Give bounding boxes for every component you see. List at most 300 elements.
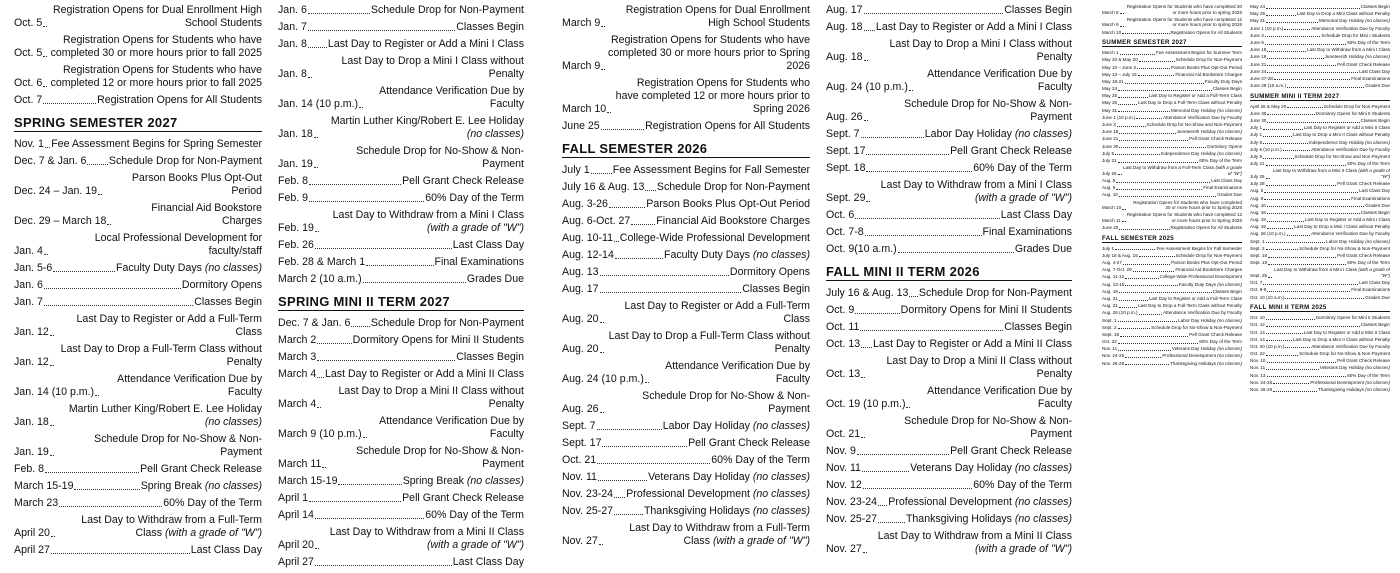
- calendar-entry: [826, 445, 1072, 458]
- dot-leader: [315, 548, 319, 549]
- entry-event: [1361, 210, 1390, 216]
- dot-leader: [1125, 364, 1169, 365]
- entry-event-text: Last Day to Drop a Mini II Class without Penalty: [886, 355, 1072, 380]
- entry-date: March 8: [1102, 9, 1119, 15]
- entry-event: [112, 202, 262, 228]
- entry-date: Oct. 9: [826, 304, 855, 316]
- entry-date: Feb. 8: [278, 175, 309, 187]
- dot-leader: [615, 258, 663, 259]
- entry-date: March 10: [1102, 29, 1122, 35]
- calendar-entry: [826, 38, 1072, 64]
- entry-event: [1361, 4, 1390, 10]
- entry-event: [1199, 158, 1242, 164]
- calendar-entry: [826, 496, 1072, 509]
- dot-leader: [309, 501, 401, 502]
- dot-leader: [359, 107, 363, 108]
- entry-event: [648, 471, 810, 484]
- entry-event-text: Attendance Verification Due by Faculty: [1311, 231, 1390, 237]
- entry-event-text: Pell Grant Check Release: [402, 492, 524, 504]
- dot-leader: [866, 201, 870, 202]
- dot-leader: [614, 514, 643, 515]
- entry-event-text: Juneteenth Holiday: [1176, 129, 1216, 135]
- calendar-entry: [1250, 210, 1390, 216]
- calendar-entry: [1102, 192, 1242, 198]
- entry-event: [950, 445, 1072, 458]
- entry-date: July 16 & Aug. 13: [562, 181, 645, 193]
- entry-date: May 24: [1102, 86, 1118, 92]
- calendar-column-5: [1102, 4, 1242, 368]
- entry-event: [1179, 282, 1242, 288]
- calendar-entry: [1250, 380, 1390, 386]
- calendar-entry: [1250, 54, 1390, 60]
- calendar-entry: [826, 98, 1072, 124]
- dot-leader: [1267, 362, 1337, 363]
- dot-leader: [1136, 118, 1162, 119]
- entry-list: [1250, 210, 1390, 300]
- entry-date: Nov. 13: [1250, 372, 1266, 378]
- entry-event: [869, 38, 1072, 64]
- entry-date: Oct. 7: [14, 94, 43, 106]
- entry-event-text: Pell Grant Check Release: [1189, 136, 1242, 142]
- calendar-entry: [278, 385, 524, 411]
- entry-date: Oct. 8-9: [1250, 287, 1267, 293]
- dot-leader: [855, 218, 999, 219]
- entry-event: [1297, 11, 1390, 17]
- entry-event-text: Dormitory Opens: [729, 266, 810, 278]
- dot-leader: [601, 129, 644, 130]
- entry-event-text: Martin Luther King/Robert E. Lee Holiday: [68, 403, 262, 415]
- entry-event: [48, 34, 262, 60]
- calendar-entry: [1250, 47, 1390, 53]
- entry-date: Jan. 14 (10 p.m.): [14, 386, 95, 398]
- entry-event: [1217, 192, 1242, 198]
- entry-note: (no classes): [1365, 238, 1390, 244]
- entry-date: March 4: [278, 398, 317, 410]
- entry-event: [1316, 111, 1390, 117]
- dot-leader: [1268, 264, 1346, 265]
- entry-event: [467, 273, 524, 286]
- calendar-entry: [14, 34, 262, 60]
- entry-note: (no classes): [1217, 360, 1242, 366]
- entry-event: [313, 55, 524, 81]
- entry-date: Aug. 5: [1102, 177, 1116, 183]
- entry-event: [1326, 239, 1390, 245]
- entry-note: (no classes): [1014, 462, 1072, 474]
- entry-event-text: Last Class Day: [1359, 188, 1390, 194]
- calendar-entry: [562, 300, 810, 326]
- entry-date: Aug. 17: [826, 4, 863, 16]
- dot-leader: [1267, 213, 1360, 214]
- entry-event-text: Fee Assessment Begins for Summer Term: [1156, 50, 1242, 56]
- dot-leader: [1120, 26, 1124, 27]
- entry-event: [1004, 4, 1072, 17]
- calendar-entry: [1102, 225, 1242, 231]
- entry-event: [868, 530, 1072, 556]
- entry-event: [325, 368, 524, 381]
- entry-date: Oct. 21: [826, 428, 861, 440]
- dot-leader: [864, 13, 1004, 14]
- calendar-entry: [14, 64, 262, 90]
- entry-event-text: Last Day to Register or Add a Mini II Class: [1303, 125, 1390, 131]
- entry-event: [322, 385, 524, 411]
- dot-leader: [1267, 221, 1304, 222]
- entry-event: [605, 330, 810, 356]
- entry-event-text: Attendance Verification Due by Faculty: [117, 373, 262, 398]
- entry-event-text: Faculty Duty Days: [1178, 281, 1216, 287]
- entry-date: Aug. 20: [562, 343, 599, 355]
- entry-date: July 1: [1102, 245, 1115, 251]
- calendar-entry: [14, 313, 262, 339]
- dot-leader: [597, 463, 710, 464]
- calendar-entry: [1250, 344, 1390, 350]
- entry-date: June 1 (10 p.m.): [1102, 114, 1136, 120]
- entry-event: [453, 239, 524, 252]
- entry-date: Aug. 13-15: [1102, 281, 1125, 287]
- calendar-entry: [1102, 57, 1242, 63]
- entry-date: Dec. 7 & Jan. 6: [278, 317, 351, 329]
- entry-event-text: Memorial Day Holiday: [1319, 18, 1364, 24]
- entry-event-text: Spring Break: [140, 480, 202, 492]
- entry-date: Oct. 6: [826, 209, 855, 221]
- entry-event: [1177, 129, 1242, 135]
- calendar-entry: [562, 232, 810, 245]
- calendar-entry: [14, 480, 262, 493]
- entry-date: Aug. 26 (10 p.m.): [1102, 310, 1138, 316]
- calendar-entry: [1250, 104, 1390, 110]
- dot-leader: [1267, 206, 1364, 207]
- dot-leader: [1118, 104, 1137, 105]
- dot-leader: [600, 412, 604, 413]
- entry-date: Sept. 7: [826, 128, 860, 140]
- entry-event-text: Professional Development: [888, 496, 1012, 508]
- entry-date: Sept. 29: [826, 192, 866, 204]
- dot-leader: [1267, 51, 1306, 52]
- dot-leader: [308, 13, 370, 14]
- calendar-entry: [1102, 353, 1242, 359]
- dot-leader: [351, 326, 369, 327]
- dot-leader: [1117, 126, 1146, 127]
- entry-event-text: Schedule Drop for No-Show & Non-Payment: [1299, 351, 1390, 357]
- entry-event-text: Registration Opens for Students who have completed 30 or more hours prior to fall 2025: [50, 34, 262, 59]
- calendar-entry: [562, 120, 810, 133]
- entry-event: [1127, 212, 1242, 223]
- dot-leader: [1118, 174, 1122, 175]
- calendar-entry: [278, 175, 524, 188]
- entry-event-text: Last Day to Drop a Mini I Class without Penalty: [1294, 224, 1390, 230]
- calendar-entry: [14, 463, 262, 476]
- entry-note: (no classes): [466, 475, 524, 487]
- entry-event-text: 60% Day of the Term: [1347, 39, 1390, 45]
- entry-event-text: College-Wide Professional Development: [1159, 274, 1242, 280]
- entry-note: (no classes): [1217, 150, 1242, 156]
- section-heading: FALL SEMESTER 2026: [562, 141, 810, 158]
- entry-event-text: Last Class Day: [452, 239, 524, 251]
- calendar-entry: [826, 145, 1072, 158]
- dot-leader: [866, 171, 972, 172]
- entry-event-text: Registration Opens for Students who have completed 12 or more hours prior to Spring 2026: [615, 77, 810, 115]
- calendar-entry: [1250, 181, 1390, 187]
- entry-event: [319, 145, 524, 171]
- entry-note: (no classes): [1217, 129, 1242, 135]
- spring-mini-ii-list: [278, 317, 524, 569]
- calendar-entry: [14, 94, 262, 107]
- entry-event-text: Classes Begin: [194, 296, 262, 308]
- dot-leader: [317, 343, 351, 344]
- calendar-entry: [826, 530, 1072, 556]
- dot-leader: [1118, 111, 1170, 112]
- entry-note: (no classes): [752, 488, 810, 500]
- calendar-entry: [14, 544, 262, 557]
- entry-date: Oct. 12: [1250, 322, 1265, 328]
- entry-event-text: Registration Opens for Students who have completed 12 or more hours prior to fall 2025: [50, 64, 262, 89]
- calendar-entry: [1102, 100, 1242, 106]
- entry-event-text: Last Day to Withdraw from a Mini II Class: [1272, 168, 1358, 174]
- entry-date: Aug. 10: [1250, 202, 1266, 208]
- dot-leader: [50, 425, 54, 426]
- entry-event: [1311, 344, 1390, 350]
- calendar-entry: [1250, 140, 1390, 146]
- entry-event-text: Independence Day Holiday: [1160, 150, 1216, 156]
- dot-leader: [98, 194, 102, 195]
- entry-event-text: Schedule Drop for No-Show & Non-Payment: [1151, 324, 1242, 330]
- entry-event-text: Registration Opens for All Students: [97, 94, 262, 106]
- entry-event: [742, 283, 810, 296]
- dot-leader: [1274, 79, 1350, 80]
- dot-leader: [1267, 72, 1358, 73]
- entry-event-text: Registration Opens for Dual Enrollment High School Students: [625, 4, 810, 29]
- dot-leader: [600, 352, 604, 353]
- entry-event-text: Veterans Day Holiday: [1171, 346, 1216, 352]
- calendar-entry: [562, 454, 810, 467]
- calendar-entry: [826, 162, 1072, 175]
- dot-leader: [317, 377, 324, 378]
- calendar-entry: [826, 513, 1072, 526]
- dot-leader: [864, 60, 868, 61]
- dot-leader: [43, 26, 47, 27]
- entry-event: [866, 355, 1072, 381]
- entry-date: Jan. 6: [14, 279, 43, 291]
- entry-event-text: 60% Day of the Term: [425, 509, 524, 521]
- entry-date: Sept. 1: [1102, 317, 1117, 323]
- entry-date: Nov. 11: [562, 471, 597, 483]
- entry-event-text: Attendance Verification Due by Faculty: [927, 68, 1072, 93]
- entry-event-text: Last Class Day: [190, 544, 262, 556]
- calendar-entry: [14, 514, 262, 540]
- entry-date: Oct. 10 (10 a.m.): [1250, 294, 1285, 300]
- calendar-entry: [14, 373, 262, 399]
- entry-event: [141, 480, 262, 493]
- entry-event: [453, 556, 524, 569]
- dot-leader: [50, 365, 54, 366]
- calendar-entry: [1102, 282, 1242, 288]
- entry-note: (with a grade of "W"): [712, 535, 810, 547]
- entry-event: [1299, 246, 1390, 252]
- calendar-entry: [278, 368, 524, 381]
- entry-event: [1361, 322, 1390, 328]
- entry-event-text: Schedule Drop for No-Show & Non-Payment: [356, 445, 524, 470]
- entry-event: [663, 420, 810, 433]
- entry-event: [1176, 57, 1242, 63]
- calendar-entry: [1102, 200, 1242, 211]
- dot-leader: [1266, 15, 1296, 16]
- dot-leader: [50, 335, 54, 336]
- calendar-entry: [1102, 4, 1242, 15]
- entry-date: Aug. 9: [1250, 195, 1264, 201]
- entry-date: Nov. 25-27: [562, 505, 614, 517]
- entry-date: Oct. 13: [826, 368, 861, 380]
- entry-event: [901, 304, 1072, 317]
- entry-event: [1309, 140, 1390, 146]
- entry-event-text: Schedule Drop for Non-Payment: [370, 317, 524, 329]
- entry-event: [1337, 62, 1390, 68]
- entry-event: [182, 279, 262, 292]
- entry-event: [1127, 200, 1242, 211]
- entry-event-text: Last Day to Withdraw from a Mini II Class: [877, 530, 1072, 542]
- calendar-entry: [278, 415, 524, 441]
- calendar-entry: [1250, 188, 1390, 194]
- calendar-entry: [562, 181, 810, 194]
- dot-leader: [1125, 357, 1161, 358]
- calendar-entry: [1250, 132, 1390, 138]
- entry-event: [55, 343, 262, 369]
- entry-date: Oct. 7-8: [826, 226, 864, 238]
- entry-date: Aug. 19: [1250, 217, 1266, 223]
- entry-event: [1299, 351, 1390, 357]
- entry-date: Aug. 9: [1102, 185, 1116, 191]
- calendar-entry: [1102, 212, 1242, 223]
- entry-note: (with a grade of "W"): [164, 527, 262, 539]
- entry-date: Oct. 6: [14, 77, 43, 89]
- calendar-entry: [1250, 76, 1390, 82]
- entry-event-text: Registration Opens for Dual Enrollment High School Students: [52, 4, 262, 29]
- entry-date: Jan. 6: [278, 4, 307, 16]
- entry-date: Aug. 4-27: [1102, 260, 1122, 266]
- entry-date: Aug. 26 (10 p.m.): [1250, 231, 1286, 237]
- dot-leader: [600, 322, 604, 323]
- entry-date: June 9: [1250, 39, 1264, 45]
- entry-note: (no classes): [752, 420, 810, 432]
- entry-event: [1295, 154, 1391, 160]
- entry-event: [871, 179, 1072, 205]
- dot-leader: [1285, 347, 1310, 348]
- entry-event-text: Classes Begin: [1212, 86, 1242, 92]
- entry-event: [1203, 185, 1242, 191]
- entry-note: (with a grade of "W"): [426, 539, 524, 551]
- dot-leader: [1273, 391, 1317, 392]
- entry-event-text: Registration Opens for All Students: [1170, 225, 1242, 231]
- entry-event: [626, 488, 810, 501]
- entry-event-text: Last Day to Withdraw from a Mini II Class: [329, 526, 524, 538]
- entry-event-text: Faculty Duty Days: [1204, 78, 1242, 84]
- dot-leader: [1119, 229, 1169, 230]
- dot-leader: [107, 224, 111, 225]
- entry-event-text: Schedule Drop for Non-Payment: [1175, 252, 1242, 258]
- entry-note: (no classes): [204, 416, 262, 428]
- entry-event-text: Attendance Verification Due by Faculty: [1163, 114, 1242, 120]
- entry-event-text: Financial Aid Bookstore Charges: [1175, 267, 1242, 273]
- entry-event-text: Financial Aid Bookstore Charges: [1175, 71, 1242, 77]
- entry-event: [55, 313, 262, 339]
- entry-note: (with a grade of "W"): [1358, 267, 1390, 278]
- calendar-entry: [278, 239, 524, 252]
- dot-leader: [1267, 114, 1314, 115]
- calendar-entry: [826, 415, 1072, 441]
- calendar-entry: [1102, 260, 1242, 266]
- entry-event: [402, 175, 524, 188]
- dot-leader: [44, 254, 48, 255]
- entry-event-text: Thanksgiving Holidays: [905, 513, 1012, 525]
- entry-event-text: Final Examinations: [434, 256, 524, 268]
- dot-leader: [1119, 292, 1212, 293]
- entry-date: Nov. 11: [1102, 346, 1118, 352]
- calendar-entry: [562, 488, 810, 501]
- dot-leader: [863, 552, 867, 553]
- dot-leader: [1119, 196, 1216, 197]
- entry-date: Sept. 17: [562, 437, 602, 449]
- entry-date: Aug. 5: [1250, 188, 1264, 194]
- entry-event: [1138, 100, 1242, 106]
- entry-event-text: Last Day to Register or Add a Mini I Class: [875, 21, 1072, 33]
- calendar-entry: [1102, 158, 1242, 164]
- entry-event: [1365, 203, 1390, 209]
- entry-event-text: 60% Day of the Term: [711, 454, 810, 466]
- entry-event: [353, 334, 524, 347]
- entry-event-text: Pell Grant Check Release: [1337, 181, 1390, 187]
- dot-leader: [43, 103, 96, 104]
- entry-event: [646, 198, 810, 211]
- calendar-entry: [1250, 239, 1390, 245]
- entry-event-text: Financial Aid Bookstore Charges: [656, 215, 810, 227]
- entry-event: [1273, 267, 1390, 278]
- entry-event: [906, 513, 1072, 526]
- calendar-entry: [278, 85, 524, 111]
- entry-event-text: Labor Day Holiday: [1178, 317, 1216, 323]
- entry-event: [869, 98, 1072, 124]
- entry-event: [1304, 330, 1390, 336]
- calendar-entry: [1250, 267, 1390, 278]
- section-heading: FALL SEMESTER 2025: [1102, 235, 1242, 243]
- entry-date: June 18: [1102, 129, 1119, 135]
- entry-event-text: Schedule Drop for No-Show and Non-Payment: [1294, 153, 1390, 159]
- calendar-entry: [278, 192, 524, 205]
- dot-leader: [1265, 36, 1321, 37]
- entry-date: April 14: [278, 509, 314, 521]
- entry-event: [983, 226, 1073, 239]
- entry-event-text: Last Day to Drop a Mini I Class without Penalty: [341, 55, 524, 80]
- calendar-entry: [278, 492, 524, 505]
- dot-leader: [44, 305, 193, 306]
- entry-event: [688, 437, 810, 450]
- dot-leader: [1287, 235, 1311, 236]
- dot-leader: [878, 505, 887, 506]
- entry-note: (with a grade of "W"): [974, 192, 1072, 204]
- dot-leader: [1266, 242, 1326, 243]
- dot-leader: [600, 292, 742, 293]
- entry-date: Jan. 12: [14, 356, 49, 368]
- entry-event-text: Classes Begin: [1360, 322, 1390, 328]
- entry-event-text: Pell Grant Check Release: [950, 445, 1072, 457]
- calendar-entry: [278, 475, 524, 488]
- dot-leader: [53, 271, 115, 272]
- dot-leader: [598, 480, 647, 481]
- calendar-entry: [278, 334, 524, 347]
- calendar-entry: [562, 283, 810, 296]
- entry-event: [1293, 132, 1390, 138]
- dot-leader: [1273, 383, 1309, 384]
- entry-event: [876, 21, 1072, 34]
- entry-event: [1147, 122, 1243, 128]
- entry-date: June 27-28: [1250, 75, 1273, 81]
